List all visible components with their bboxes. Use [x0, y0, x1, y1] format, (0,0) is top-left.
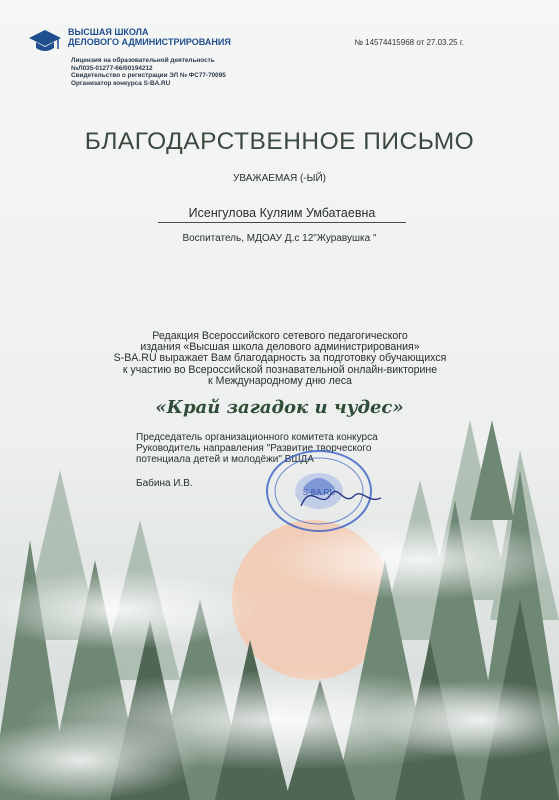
org-logo	[28, 27, 231, 55]
salutation: УВАЖАЕМАЯ (-ЫЙ)	[233, 173, 326, 184]
signatory-name: Бабина И.В.	[136, 478, 193, 489]
signatory-line: Председатель организационного комитета конкурса	[136, 432, 378, 443]
signatory-line: Руководитель направления "Развитие творческого	[136, 443, 372, 455]
registration-line: Свидетельство о регистрации ЭЛ № ФС77-70095	[71, 72, 226, 80]
document-number: № 14574415968 от 27.03.25 г.	[354, 38, 464, 47]
org-name-line2: ДЕЛОВОГО АДМИНИСТРИРОВАНИЯ	[68, 37, 231, 47]
body-line: к участию во Всероссийской познавательной онлайн-викторине	[122, 363, 438, 376]
organizer-line: Организатор конкурса S-BA.RU	[71, 79, 171, 87]
body-text	[70, 331, 490, 387]
handwritten-signature	[296, 476, 386, 516]
org-name-line1: ВЫСШАЯ ШКОЛА	[68, 27, 149, 37]
stamp-text: S-BA.RU	[302, 488, 336, 497]
body-line: к Международному дню леса	[208, 374, 352, 387]
recipient-position: Воспитатель, МДОАУ Д.с 12"Журавушка "	[182, 233, 377, 244]
recipient-name: Исенгулова Куляим Умбатаевна	[158, 206, 406, 223]
body-line: Редакция Всероссийского сетевого педагогического	[152, 330, 408, 342]
page-title: БЛАГОДАРСТВЕННОЕ ПИСЬМО	[84, 128, 475, 155]
body-line: S-BA.RU выражает Вам благодарность за подготовку обучающихся	[113, 352, 447, 365]
license-line: Лицензия на образовательной деятельность	[71, 57, 215, 64]
org-name	[68, 27, 231, 55]
body-line: издания «Высшая школа делового администрирования»	[140, 341, 420, 354]
signatory-line: потенциала детей и молодёжи" ВШДА	[136, 454, 314, 466]
contest-name: «Край загадок и чудес»	[155, 397, 404, 418]
license-info	[71, 57, 226, 87]
graduation-cap-icon	[28, 27, 62, 55]
license-number: №Л035-01277-66/00194212	[71, 64, 153, 72]
